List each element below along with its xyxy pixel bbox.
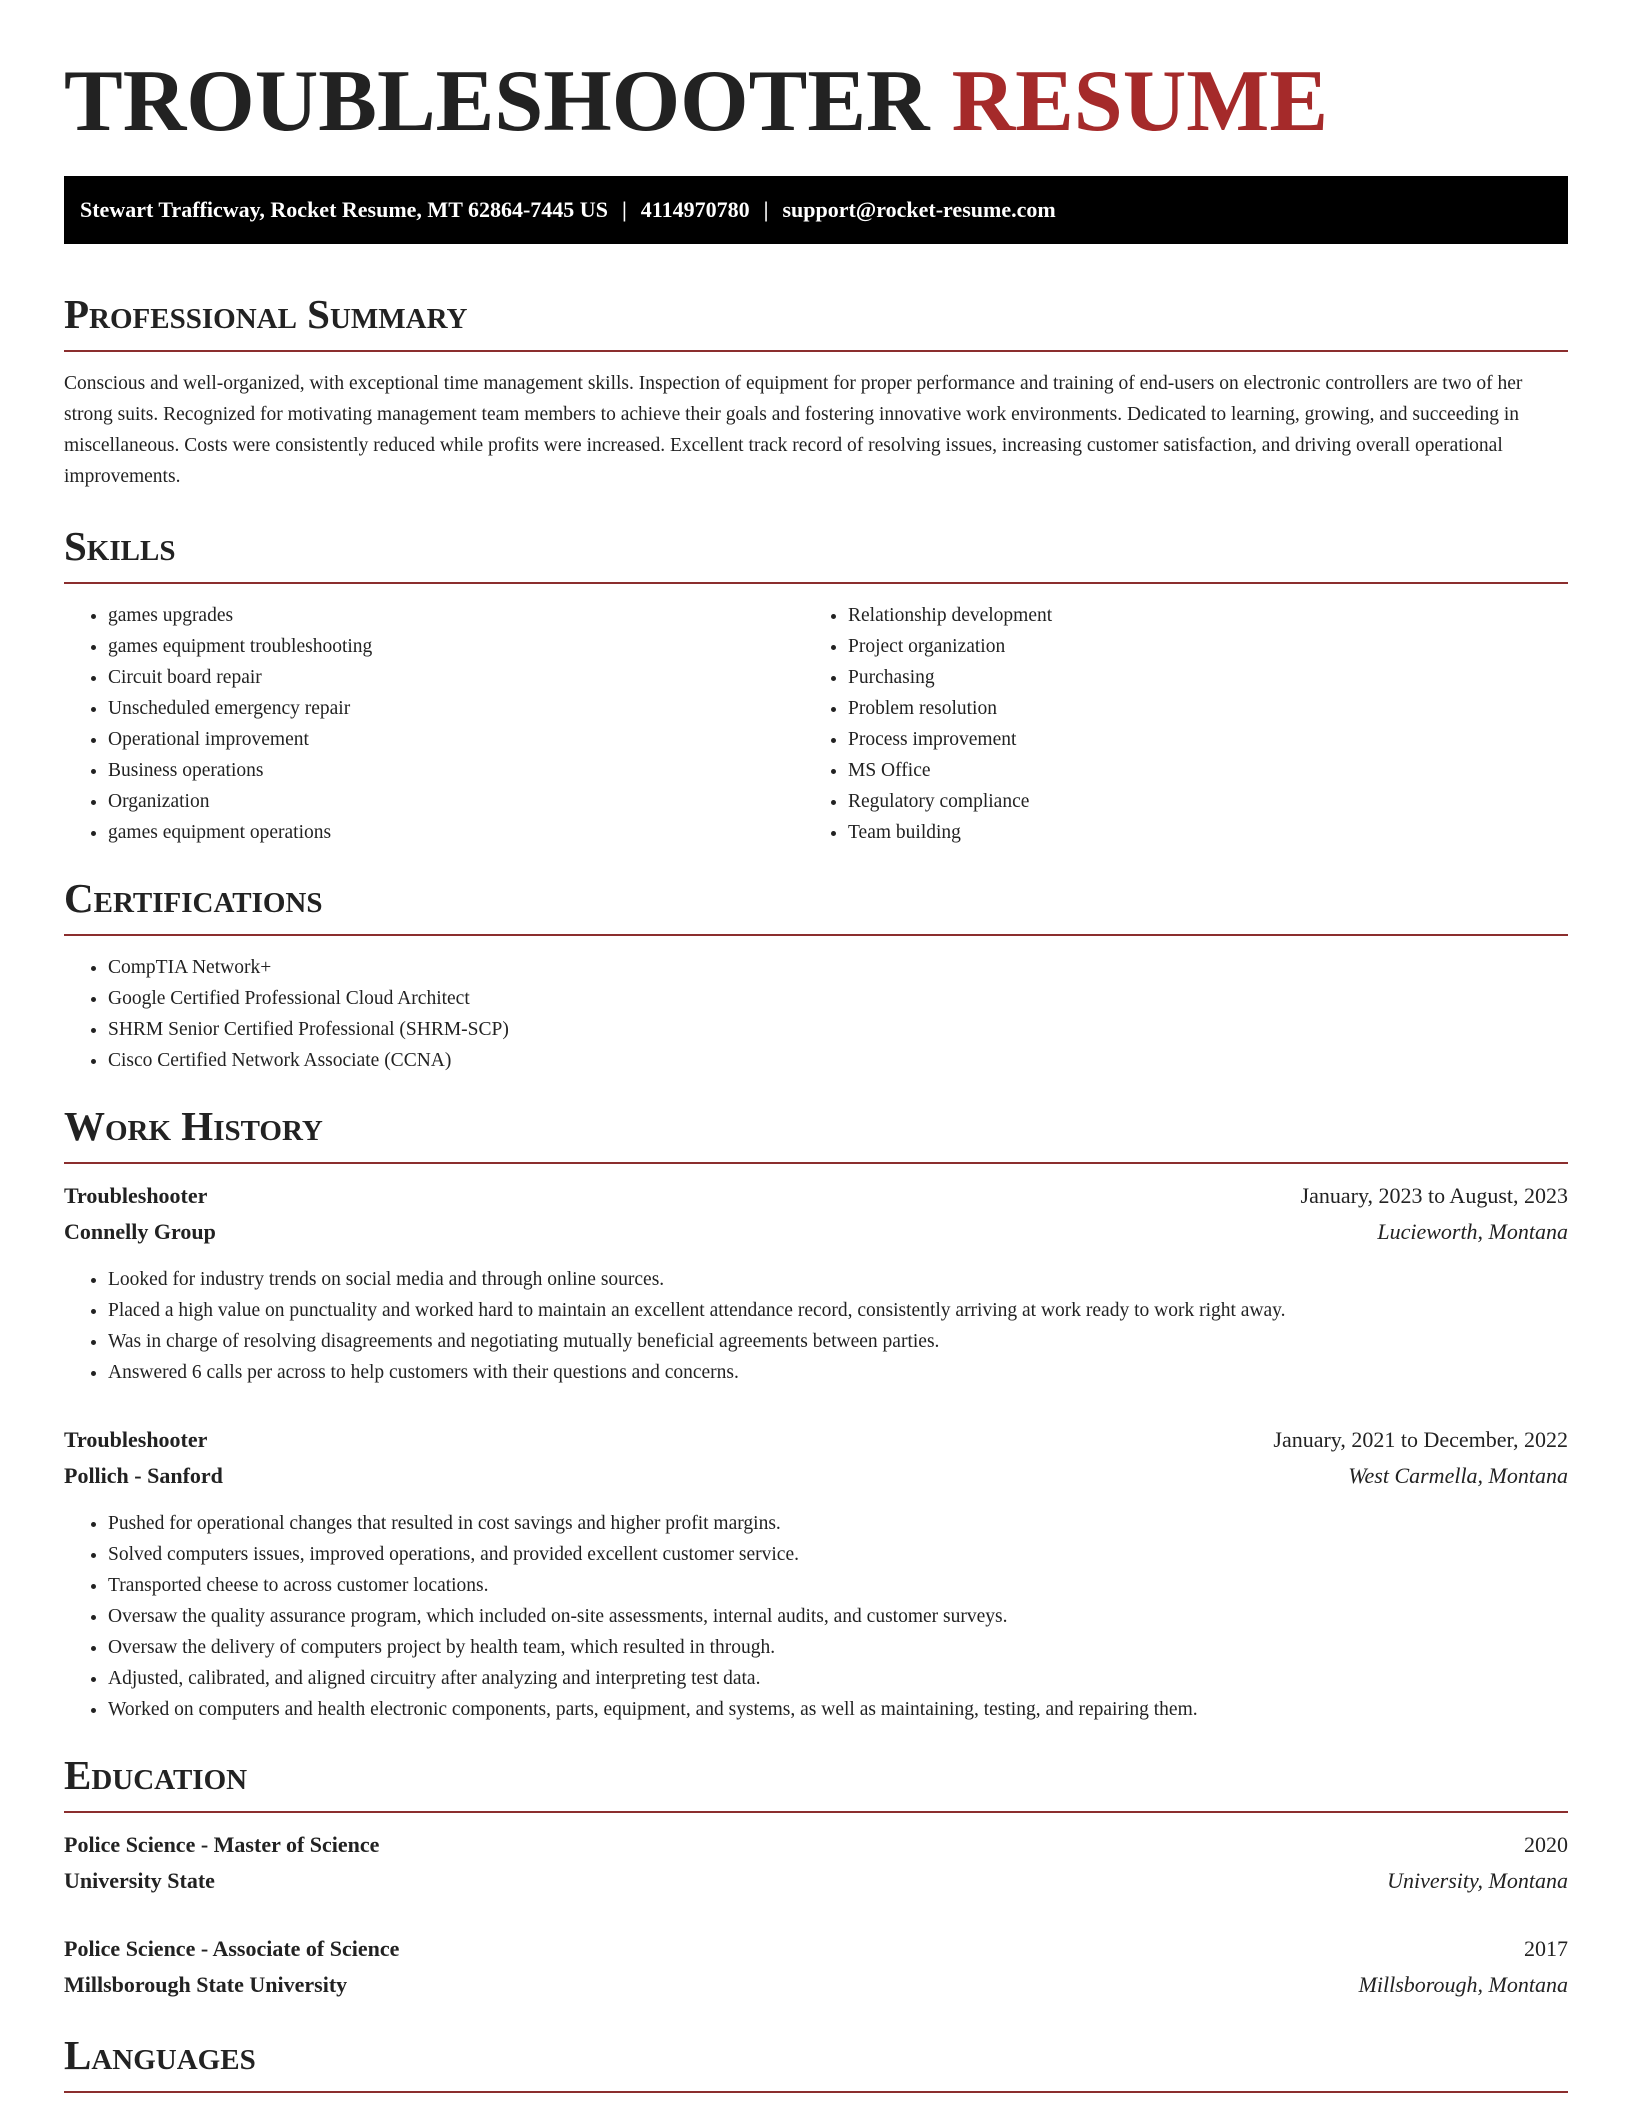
- job-header-row: [64, 1422, 1568, 1458]
- job-location: Lucieworth, Montana: [1377, 1219, 1568, 1244]
- education-entry: [64, 1931, 1568, 2003]
- skill-item: • Organization: [108, 786, 804, 817]
- skill-item: • Relationship development: [848, 600, 1544, 631]
- job-bullet: • Worked on computers and health electronic components, parts, equipment, and systems, as well as maintaining, testing, and repairing them.: [108, 1694, 1568, 1725]
- job-bullet: • Adjusted, calibrated, and aligned circuitry after analyzing and interpreting test data.: [108, 1663, 1568, 1694]
- contact-email: support@rocket-resume.com: [782, 197, 1056, 222]
- contact-phone: 4114970780: [640, 197, 750, 222]
- job-bullet: • Pushed for operational changes that resulted in cost savings and higher profit margins.: [108, 1508, 1568, 1539]
- resume-page: [64, 0, 1568, 2093]
- job-dates: January, 2021 to December, 2022: [1273, 1427, 1568, 1452]
- job-location: West Carmella, Montana: [1348, 1463, 1568, 1488]
- skill-item: • Business operations: [108, 755, 804, 786]
- skill-item: • Operational improvement: [108, 724, 804, 755]
- education-school: Millsborough State University: [64, 1972, 348, 1997]
- education-year: 2017: [1524, 1936, 1568, 1961]
- contact-address: Stewart Trafficway, Rocket Resume, MT 62864-7445 US: [80, 197, 608, 222]
- skill-item: • MS Office: [848, 755, 1544, 786]
- skills-columns: [64, 600, 1568, 848]
- job-entry: [64, 1178, 1568, 1388]
- skills-column-right: [804, 600, 1544, 848]
- education-degree-row: [64, 1931, 1568, 1967]
- job-bullets: [64, 1508, 1568, 1725]
- job-entry: [64, 1422, 1568, 1725]
- certification-item: • SHRM Senior Certified Professional (SHRM-SCP): [108, 1014, 1568, 1045]
- skill-item: • Project organization: [848, 631, 1544, 662]
- skill-item: • games equipment operations: [108, 817, 804, 848]
- title-accent: RESUME: [951, 53, 1329, 150]
- job-bullets: [64, 1264, 1568, 1388]
- job-bullet: • Answered 6 calls per across to help customers with their questions and concerns.: [108, 1357, 1568, 1388]
- job-bullet: • Looked for industry trends on social media and through online sources.: [108, 1264, 1568, 1295]
- certification-item: • CompTIA Network+: [108, 952, 1568, 983]
- education-degree-row: [64, 1827, 1568, 1863]
- skill-item: • Purchasing: [848, 662, 1544, 693]
- certification-item: • Google Certified Professional Cloud Architect: [108, 983, 1568, 1014]
- education-school-row: [64, 1863, 1568, 1899]
- contact-bar: [64, 176, 1568, 244]
- job-title: Troubleshooter: [64, 1183, 208, 1208]
- job-header-row: [64, 1178, 1568, 1214]
- certifications-heading: Certifications: [64, 874, 1568, 936]
- skill-item: • games equipment troubleshooting: [108, 631, 804, 662]
- summary-text: Conscious and well-organized, with exceptional time management skills. Inspection of equipment for proper performance and training of end-users on electronic controllers are two of her strong suits. Recognized for motivating management team members to achieve their goals and fostering innovative work environments. Dedicated to learning, growing, and succeeding in miscellaneous. Costs were consistently reduced while profits were increased. Excellent track record of resolving issues, increasing customer satisfaction, and driving overall operational improvements.: [64, 373, 1523, 487]
- job-company: Pollich - Sanford: [64, 1463, 223, 1488]
- resume-title: [64, 0, 1568, 152]
- education-entry: [64, 1827, 1568, 1899]
- education-location: Millsborough, Montana: [1358, 1972, 1568, 1997]
- education-degree: Police Science - Associate of Science: [64, 1936, 400, 1961]
- skills-list-left: [64, 600, 804, 848]
- education-location: University, Montana: [1387, 1868, 1568, 1893]
- job-bullet: • Placed a high value on punctuality and worked hard to maintain an excellent attendance record, consistently arriving at work ready to work right away.: [108, 1295, 1568, 1326]
- skill-item: • Process improvement: [848, 724, 1544, 755]
- job-dates: January, 2023 to August, 2023: [1300, 1183, 1568, 1208]
- summary-heading: Professional Summary: [64, 290, 1568, 352]
- contact-separator: |: [763, 197, 769, 222]
- education-heading: Education: [64, 1751, 1568, 1813]
- certification-item: • Cisco Certified Network Associate (CCNA): [108, 1045, 1568, 1076]
- job-bullet: • Oversaw the delivery of computers project by health team, which resulted in through.: [108, 1632, 1568, 1663]
- education-school-row: [64, 1967, 1568, 2003]
- skill-item: • Regulatory compliance: [848, 786, 1544, 817]
- skill-item: • Unscheduled emergency repair: [108, 693, 804, 724]
- title-main: TROUBLESHOOTER: [64, 53, 930, 150]
- job-bullet: • Transported cheese to across customer locations.: [108, 1570, 1568, 1601]
- languages-heading: Languages: [64, 2031, 1568, 2093]
- skill-item: • Team building: [848, 817, 1544, 848]
- skills-column-left: [64, 600, 804, 848]
- job-bullet: • Solved computers issues, improved operations, and provided excellent customer service.: [108, 1539, 1568, 1570]
- skills-list-right: [804, 600, 1544, 848]
- education-school: University State: [64, 1868, 215, 1893]
- skill-item: • Problem resolution: [848, 693, 1544, 724]
- certifications-list: [64, 952, 1568, 1076]
- contact-separator: |: [621, 197, 627, 222]
- job-company-row: [64, 1214, 1568, 1250]
- job-bullet: • Oversaw the quality assurance program, which included on-site assessments, internal audits, and customer surveys.: [108, 1601, 1568, 1632]
- job-bullet: • Was in charge of resolving disagreements and negotiating mutually beneficial agreements between parties.: [108, 1326, 1568, 1357]
- skill-item: • games upgrades: [108, 600, 804, 631]
- skills-heading: Skills: [64, 522, 1568, 584]
- education-degree: Police Science - Master of Science: [64, 1832, 380, 1857]
- work-history-heading: Work History: [64, 1102, 1568, 1164]
- education-year: 2020: [1524, 1832, 1568, 1857]
- skill-item: • Circuit board repair: [108, 662, 804, 693]
- job-company-row: [64, 1458, 1568, 1494]
- job-company: Connelly Group: [64, 1219, 216, 1244]
- job-title: Troubleshooter: [64, 1427, 208, 1452]
